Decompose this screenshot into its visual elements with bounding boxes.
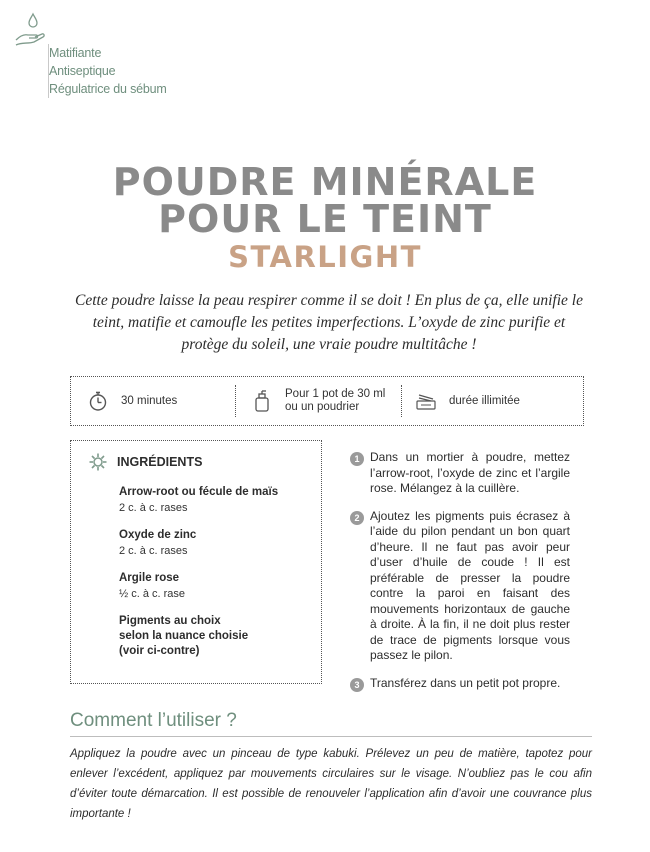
ingredient-quantity: 2 c. à c. rases — [119, 545, 188, 557]
ingredient-item — [119, 528, 309, 559]
ingredients-box — [70, 440, 322, 684]
time-info — [87, 377, 177, 425]
step-number: 1 — [350, 452, 364, 466]
hand-drop-icon — [14, 12, 46, 48]
howto-text: Appliquez la poudre avec un pinceau de type kabuki. Prélevez un peu de matière, tapotez pour enlever l’excédent, appliquez par mouvements circulaires sur le visage. N’oubliez pas le cou afin d’éviter toute démarcation. Il est possible de renouveler l’application afin d’avoir une couvrance plus importante ! — [70, 748, 592, 820]
step-item — [350, 676, 570, 692]
ingredient-quantity: 2 c. à c. rases — [119, 502, 188, 514]
divider — [70, 736, 592, 737]
title-line-1: POUDRE MINÉRALE — [112, 160, 538, 204]
step-number: 2 — [350, 511, 364, 525]
bottle-icon — [251, 390, 273, 412]
divider — [235, 385, 236, 417]
ingredients-header — [89, 453, 202, 471]
label-icon — [415, 390, 437, 412]
ingredient-item — [119, 571, 309, 602]
title-line-2: POUR LE TEINT — [158, 197, 492, 241]
divider — [401, 385, 402, 417]
howto-heading: Comment l’utiliser ? — [70, 710, 237, 731]
steps-list — [350, 450, 570, 703]
step-text: Transférez dans un petit pot propre. — [370, 675, 561, 690]
step-item — [350, 450, 570, 497]
info-box — [70, 376, 584, 426]
ingredient-name: Pigments au choix selon la nuance choisie (voir ci-contre) — [119, 615, 249, 657]
ingredient-item — [119, 614, 309, 659]
ingredient-name: Argile rose — [119, 572, 180, 584]
ingredients-heading: INGRÉDIENTS — [117, 455, 203, 469]
property-item: Régulatrice du sébum — [49, 82, 167, 96]
ingredient-item — [119, 485, 309, 516]
ingredients-list — [119, 485, 309, 671]
property-item: Antiseptique — [49, 64, 116, 78]
properties-list — [48, 44, 167, 98]
duration-info — [415, 377, 520, 425]
ingredient-name: Arrow-root ou fécule de maïs — [119, 486, 279, 498]
step-item — [350, 509, 570, 664]
yield-line-2: ou un poudrier — [285, 401, 360, 413]
ingredient-name: Oxyde de zinc — [119, 529, 197, 541]
gear-icon — [89, 453, 107, 471]
step-number: 3 — [350, 678, 364, 692]
time-text: 30 minutes — [121, 395, 178, 407]
intro-paragraph: Cette poudre laisse la peau respirer comme il se doit ! En plus de ça, elle unifie le teint, matifie et camoufle les petites imperfections. L’oxyde de zinc purifie et protège du soleil, une vraie poudre multitâche ! — [75, 292, 583, 353]
duration-text: durée illimitée — [449, 395, 520, 407]
yield-line-1: Pour 1 pot de 30 ml — [285, 388, 386, 400]
yield-info — [251, 377, 385, 425]
step-text: Ajoutez les pigments puis écrasez à l’aide du pilon pendant un bon quart d’heure. Il ne faut pas avoir peur d’user d’huile de coude ! Il est préférable de presser la poudre contre la paroi en faisant des mouvements horizontaux de gauche à droite. À la fin, il ne doit plus rester de trace de pigments lorsque vous passez le pilon. — [370, 508, 570, 662]
timer-icon — [87, 390, 109, 412]
step-text: Dans un mortier à poudre, mettez l’arrow-root, l’oxyde de zinc et l’argile rose. Mélangez à la cuillère. — [370, 450, 570, 495]
ingredient-quantity: ½ c. à c. rase — [119, 588, 186, 600]
title-subtitle: STARLIGHT — [228, 240, 422, 274]
property-item: Matifiante — [49, 46, 102, 60]
